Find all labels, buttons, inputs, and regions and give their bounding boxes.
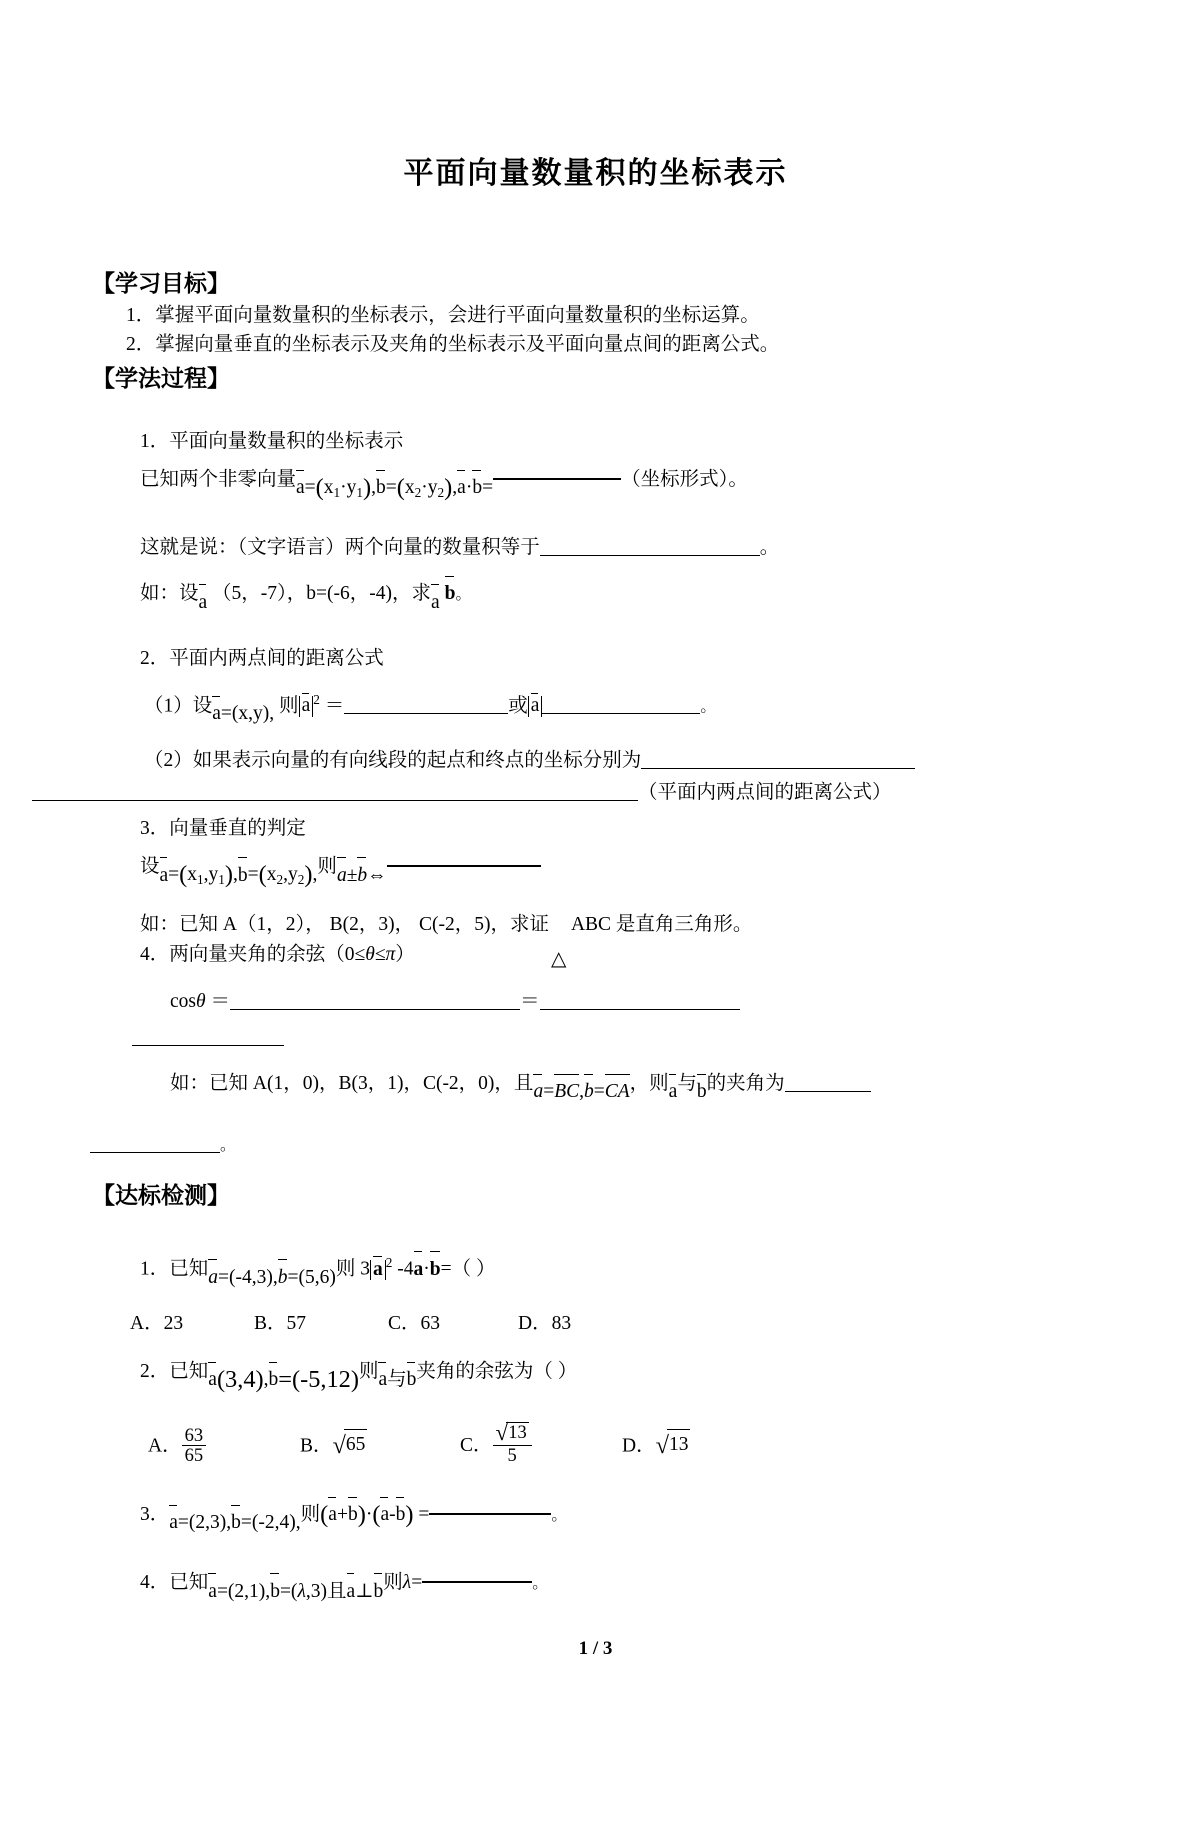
q3-eq: = [418, 1504, 430, 1525]
q1-abs-a [370, 1260, 386, 1280]
process-item-3-formula: 设$a=(x_1,y_1),b=(x_2,y_2)$,则a±b⇔ [140, 852, 1099, 894]
q2-b-eq: =(-5,12) [278, 1366, 359, 1394]
triangle-icon: △ [550, 948, 567, 971]
q4-lambda: λ [297, 1580, 306, 1602]
document-page [0, 148, 1191, 1832]
q2-option-b-label: B． [300, 1435, 333, 1457]
abs-a-2 [528, 696, 543, 716]
q1-then: 则 [335, 1258, 356, 1280]
answer-blank-8[interactable] [230, 1009, 520, 1010]
item3-rparen-2: ) [304, 861, 313, 889]
rparen-2: ) [444, 474, 453, 502]
vector-b-ask: b [445, 579, 456, 609]
vector-a-example: a [199, 588, 208, 618]
item4-middle: ，则 [629, 1073, 669, 1095]
q3-a-eq: =(2,3), [177, 1512, 232, 1534]
abs-a-2-inner: a [530, 695, 540, 717]
q2-prefix: 已知 [169, 1361, 209, 1383]
q3-lparen-2: ( [372, 1500, 381, 1528]
q2-vector-a: a [208, 1365, 217, 1395]
q3-b-eq: =(-2,4), [240, 1512, 301, 1534]
segment-BC: BC [554, 1077, 579, 1107]
vector-b-rel: b [357, 861, 367, 891]
answer-blank-11[interactable] [785, 1091, 871, 1092]
item3-ex-prefix: 如：已知 A（1，2）， B(2，3)， C(-2，5)，求证 [140, 914, 549, 936]
q1-minus4: -4 [397, 1258, 414, 1280]
answer-blank-4[interactable] [542, 713, 700, 714]
item1-tail: （坐标形式）。 [621, 469, 748, 491]
goal-item-1: 1．掌握平面向量数量积的坐标表示，会进行平面向量数量积的坐标运算。 [126, 304, 760, 326]
process-item-3-title [140, 814, 1099, 844]
process-item-1-example [140, 579, 1099, 617]
process-item-1-title [140, 427, 1099, 457]
item4-pi: π [385, 944, 396, 966]
item4-ex-end: 。 [220, 1136, 236, 1154]
q2-option-a[interactable] [148, 1426, 300, 1466]
q2-option-c-num: 13 [508, 1421, 527, 1443]
item4-number: 4． [140, 944, 170, 966]
q1-number: 1． [140, 1258, 170, 1280]
answer-blank-9[interactable] [540, 1009, 740, 1010]
y1: y [346, 477, 357, 499]
cos-eq-1: ＝ [210, 990, 230, 1012]
item1-title-text: 平面向量数量积的坐标表示 [169, 431, 404, 452]
example1-coords-a: （5，-7）， [212, 583, 307, 605]
q3-vector-a: a [169, 1508, 178, 1538]
item3-x1: x [187, 864, 198, 886]
q2-option-c-num-wrap [493, 1421, 532, 1446]
item3-ex-suffix: ABC 是直角三角形。 [570, 914, 753, 936]
q4-number: 4． [140, 1572, 170, 1594]
q3-diff-b: b [396, 1500, 406, 1530]
item3-set: 设 [140, 856, 160, 878]
item4-theta: θ [365, 944, 375, 966]
q2-with: 与 [387, 1369, 407, 1391]
q2-suffix: 夹角的余弦为（ ） [416, 1361, 578, 1383]
vector-a-ask: a [431, 588, 440, 618]
q3-plus: + [336, 1504, 348, 1525]
process-item-2-sub1 [144, 690, 1099, 730]
item2-then: 则 [279, 695, 299, 717]
q3-rparen-2: ) [405, 1500, 414, 1528]
q3-sum-a: a [328, 1500, 337, 1530]
vector-a-1: a [296, 473, 305, 503]
process-item-1-formula [140, 465, 1099, 507]
section-heading-test: 【达标检测】 [92, 1182, 230, 1208]
process-item-2-title [140, 644, 1099, 674]
section-heading-goals: 【学习目标】 [92, 271, 230, 296]
q4-b-eq2: ,3) [305, 1580, 328, 1602]
item3-then: 则 [317, 856, 337, 878]
q1-vector-b2: b [430, 1255, 441, 1285]
process-item-4-cos [170, 987, 1099, 1017]
q2-option-a-den: 65 [184, 1445, 204, 1467]
q2-comma: , [263, 1369, 269, 1391]
q2-option-d-body: 13 [667, 1429, 691, 1460]
q4-prefix: 已知 [169, 1572, 209, 1594]
vector-a-ex4: a [533, 1077, 543, 1107]
radical-icon-2: √ [495, 1420, 509, 1447]
q3-sum-b: b [348, 1500, 358, 1530]
item2-or: 或 [508, 695, 528, 717]
item3-lparen-2: ( [258, 861, 267, 889]
q2-option-c-fraction [493, 1421, 532, 1466]
process-item-2-sub2 [144, 746, 1099, 776]
item3-x2: x [266, 864, 277, 886]
q2-option-d-sqrt [656, 1427, 691, 1465]
q2-a-coords: (3,4) [216, 1366, 264, 1394]
q3-rparen-1: ) [357, 1500, 366, 1528]
q2-number: 2． [140, 1361, 170, 1383]
q2-option-d[interactable] [622, 1427, 690, 1465]
test-question-1-options [130, 1309, 1099, 1339]
process-item-1-text [140, 533, 1099, 563]
example1-b: b=(-6，-4)， [306, 583, 412, 605]
item2-sub2-note: （平面内两点间的距离公式） [638, 781, 892, 803]
page-title: 平面向量数量积的坐标表示 [403, 157, 788, 190]
cos-eq-2: ＝ [519, 990, 540, 1012]
item4-ex-suffix: 的夹角为 [706, 1073, 785, 1095]
q2-option-a-fraction [182, 1426, 207, 1466]
answer-blank-12[interactable] [90, 1152, 220, 1153]
segment-CA: CA [605, 1077, 630, 1107]
vector-b-ex4: b [584, 1077, 594, 1107]
q2-option-a-num: 63 [182, 1426, 207, 1446]
vector-a-ex4b: a [669, 1077, 678, 1107]
q3-then: 则 [300, 1504, 321, 1525]
middot-2: · [421, 477, 428, 499]
item4-with: 与 [677, 1073, 697, 1095]
document-body [92, 266, 1099, 1607]
q2-option-c-label: C． [460, 1435, 493, 1457]
test-question-2-options [148, 1421, 1099, 1466]
y2-sub: 2 [437, 485, 445, 501]
vector-a-3: a [160, 861, 169, 891]
item3-pm: ± [346, 864, 358, 886]
q2-option-a-label: A． [148, 1435, 182, 1457]
answer-blank-7[interactable] [387, 865, 541, 867]
item4-title-a: 两向量夹角的余弦（0≤ [169, 944, 366, 966]
abs-a-1 [299, 696, 314, 716]
q1-abs-sup: 2 [385, 1255, 393, 1271]
eq-1: = [304, 477, 316, 499]
y2: y [427, 477, 438, 499]
process-item-4-cos-cont [132, 1023, 1099, 1053]
q1-option-d[interactable]: D．83 [518, 1313, 572, 1335]
item3-y1: y [208, 864, 219, 886]
vector-b-ex4b: b [697, 1077, 707, 1107]
q1-prefix: 已知 [169, 1258, 209, 1280]
q1-vector-a2: a [414, 1255, 424, 1285]
q4-and: 且 [327, 1580, 347, 1602]
q4-eq: = [411, 1572, 423, 1594]
item1-number: 1． [140, 431, 170, 452]
q1-vector-b: b [278, 1263, 288, 1293]
item3-rparen-1: ) [224, 861, 234, 889]
example1-end: 。 [455, 586, 472, 604]
example1-prefix: 如：设 [140, 583, 199, 605]
answer-blank-14[interactable] [422, 1581, 532, 1583]
q4-perp: ⊥ [355, 1580, 374, 1602]
cos-theta: θ [196, 990, 206, 1012]
q2-vector-b: b [269, 1365, 279, 1395]
lparen-1: ( [315, 474, 324, 502]
comma-2: , [452, 477, 458, 499]
q4-lambda2: λ [402, 1572, 412, 1594]
section-heading-process: 【学法过程】 [92, 366, 230, 392]
radical-icon-3: √ [655, 1431, 669, 1459]
q4-a-eq: =(2,1), [216, 1580, 271, 1602]
item2-eq-xy: =(x,y), [220, 703, 275, 725]
item4-comma: , [579, 1081, 584, 1103]
item2-sub1-end: 。 [700, 698, 717, 716]
q1-a-eq: =(-4,3), [218, 1266, 278, 1288]
item2-sub1-label: （1）设 [144, 695, 213, 717]
x1: x [323, 477, 334, 499]
goal-item-2: 2．掌握向量垂直的坐标表示及夹角的坐标表示及平面向量点间的距离公式。 [126, 333, 780, 355]
vector-a-xy: a [212, 699, 221, 729]
process-item-2-sub2-note-row [92, 778, 1099, 808]
q4-vector-b: b [270, 1577, 280, 1607]
q3-end: 。 [551, 1507, 567, 1524]
q1-choice-paren: （ ） [451, 1258, 496, 1280]
q4-perp-b: b [374, 1577, 384, 1607]
item2-equals: ＝ [324, 695, 345, 717]
test-question-4 [140, 1568, 1099, 1606]
q3-number: 3． [140, 1504, 170, 1525]
abs-a-1-sup: 2 [313, 691, 320, 707]
q4-then: 则 [383, 1572, 403, 1594]
item3-title-text: 向量垂直的判定 [169, 818, 306, 840]
q2-vector-a2: a [378, 1365, 387, 1395]
eq-2: = [385, 477, 397, 499]
x2-sub: 2 [414, 485, 422, 501]
vector-a-rel: a [337, 861, 347, 891]
q2-option-b[interactable] [300, 1427, 460, 1465]
process-item-4-example-cont [90, 1130, 1099, 1160]
q4-perp-a: a [347, 1577, 356, 1607]
process-item-4-example [170, 1069, 1099, 1107]
q4-end: 。 [532, 1575, 548, 1593]
lparen-2: ( [396, 474, 405, 502]
item2-sub2-label: （2）如果表示向量的有向线段的起点和终点的坐标分别为 [144, 749, 642, 771]
vector-b-3: b [238, 861, 248, 891]
q4-vector-a: a [208, 1577, 217, 1607]
comma-1: , [371, 477, 377, 499]
answer-blank-10[interactable] [132, 1045, 284, 1046]
q1-vector-a: a [208, 1263, 218, 1293]
test-question-1 [140, 1253, 1099, 1293]
q1-dot: · [423, 1258, 430, 1280]
item2-number: 2． [140, 647, 170, 669]
page-number: 1 / 3 [578, 1638, 613, 1659]
test-question-2 [140, 1357, 1099, 1399]
radical-icon-1: √ [332, 1431, 346, 1459]
q1-coef: 3 [360, 1258, 371, 1280]
item4-eq-1: = [543, 1081, 555, 1103]
x1-sub: 1 [333, 485, 341, 501]
item3-number: 3． [140, 818, 170, 840]
q1-abs-a-inner: a [373, 1258, 383, 1280]
vector-b-1: b [376, 473, 386, 503]
item1-text-suffix: 。 [759, 537, 780, 559]
q2-option-d-label: D． [622, 1435, 656, 1457]
y1-sub: 1 [356, 485, 364, 501]
q3-diff-a: a [380, 1500, 389, 1530]
middot-1: · [340, 477, 347, 499]
answer-blank-5[interactable] [641, 768, 915, 769]
vector-b-2: b [472, 473, 482, 503]
item4-title-c: ） [395, 944, 415, 966]
q2-then: 则 [358, 1361, 379, 1383]
rparen-1: ) [363, 474, 372, 502]
item1-lead: 已知两个非零向量 [140, 469, 297, 491]
answer-blank-3[interactable] [344, 713, 508, 714]
q1-option-a[interactable]: A．23 [130, 1313, 184, 1335]
item3-eq-1: = [168, 864, 180, 886]
item4-eq-2: = [593, 1081, 605, 1103]
q1-eq: = [440, 1258, 452, 1280]
q2-option-b-body: 65 [344, 1429, 368, 1460]
q1-option-b[interactable]: B．57 [254, 1313, 307, 1335]
answer-blank-6[interactable] [32, 800, 638, 801]
vector-a-2: a [457, 473, 466, 503]
q2-option-b-sqrt [333, 1427, 368, 1465]
q3-lparen-1: ( [320, 1500, 329, 1528]
q2-vector-b2: b [407, 1365, 417, 1395]
item3-y2-sub: 2 [297, 872, 305, 888]
item3-x2-sub: 2 [276, 872, 284, 888]
x2: x [404, 477, 415, 499]
item3-y2: y [288, 864, 298, 886]
answer-blank-13[interactable] [429, 1513, 551, 1515]
answer-blank-1[interactable] [493, 478, 621, 480]
item3-x1-sub: 1 [197, 872, 204, 888]
item4-title-b: ≤ [374, 944, 386, 966]
item3-lparen-1: ( [179, 861, 188, 889]
eq-3: = [482, 477, 494, 499]
item3-y1-sub: 1 [218, 872, 225, 888]
q1-b-eq: =(5,6) [287, 1266, 336, 1288]
middot-3: · [465, 477, 473, 499]
cos-label: cos [170, 990, 196, 1012]
item1-text-prefix: 这就是说：（文字语言）两个向量的数量积等于 [140, 537, 540, 559]
q2-option-c[interactable] [460, 1421, 622, 1466]
item3-iff: ⇔ [367, 864, 387, 886]
q1-option-c[interactable]: C．63 [388, 1313, 441, 1335]
item4-ex-prefix: 如：已知 A(1，0)，B(3，1)，C(-2，0)，且 [170, 1073, 534, 1095]
answer-blank-2[interactable] [540, 555, 760, 556]
q2-option-c-den: 5 [507, 1445, 517, 1467]
q3-dot: · [365, 1504, 373, 1525]
item2-title-text: 平面内两点间的距离公式 [169, 647, 384, 669]
test-question-3 [140, 1496, 1099, 1538]
item3-eq-2: = [247, 864, 259, 886]
abs-a-1-inner: a [301, 695, 311, 717]
q3-minus: - [389, 1504, 396, 1525]
process-item-4-title [140, 940, 1099, 970]
q3-vector-b: b [231, 1508, 241, 1538]
example1-ask: 求 [411, 583, 432, 605]
q4-b-eq: =( [279, 1580, 298, 1602]
